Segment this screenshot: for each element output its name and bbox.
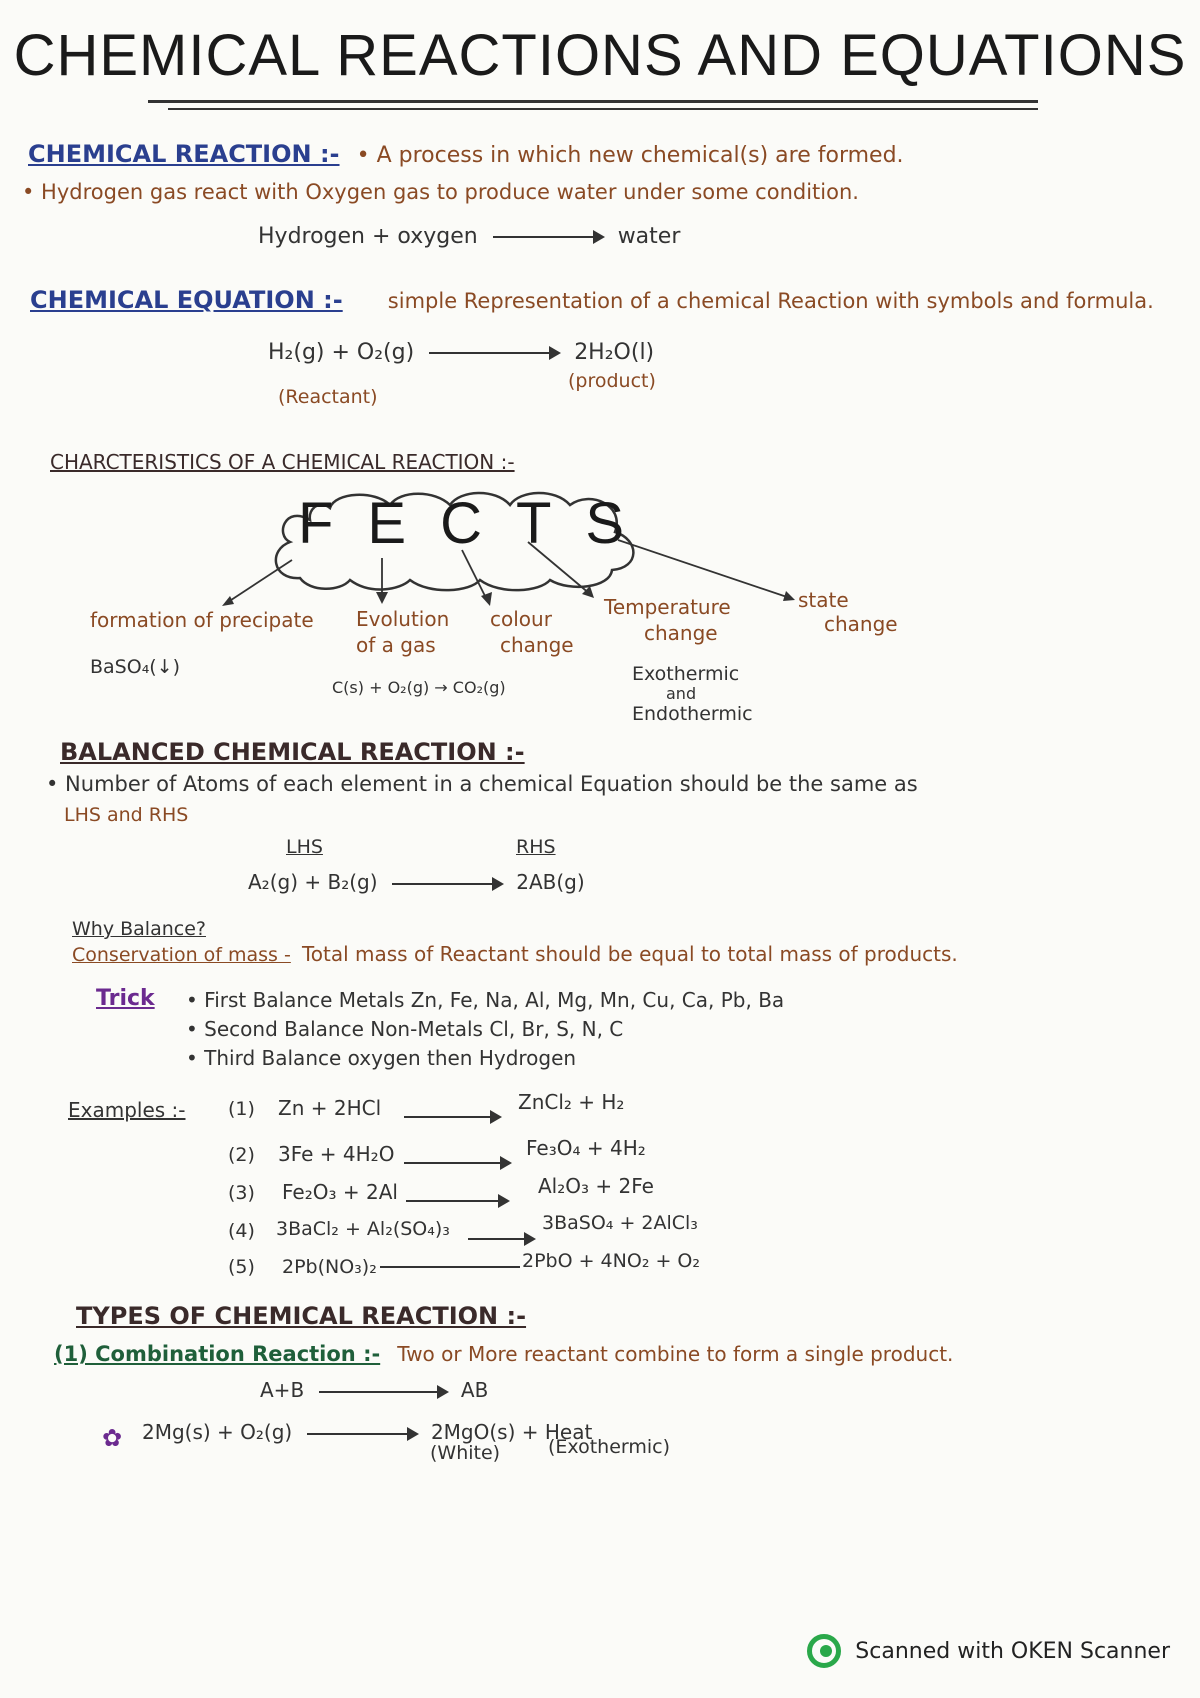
chemical-reaction-definition: • A process in which new chemical(s) are formed. [356,143,904,168]
types-heading: TYPES OF CHEMICAL REACTION :- [76,1302,527,1330]
reactant-label: (Reactant) [278,386,378,408]
hydrogen-water-equation [268,340,654,365]
mg-right: 2MgO(s) + Heat [430,1420,593,1444]
scanner-logo-icon [807,1634,841,1668]
trick-item-oxygen: • Third Balance oxygen then Hydrogen [186,1046,577,1070]
conservation-label: Conservation of mass - [72,944,291,966]
star-icon: ✿ [102,1424,123,1452]
trick-list [186,986,784,1073]
char-precipitate-note: BaSO₄(↓) [90,656,181,678]
combination-heading: (1) Combination Reaction :- [54,1342,381,1366]
example-num-2: (2) [228,1144,255,1166]
title-underline-second [168,108,1038,110]
characteristics-heading: CHARCTERISTICS OF A CHEMICAL REACTION :- [50,450,515,474]
char-precipitate-label: formation of precipate [90,608,314,632]
equation-left: H₂(g) + O₂(g) [268,340,415,365]
generic-left: A+B [260,1378,305,1402]
balanced-equation [248,870,585,894]
char-state-line2: change [824,612,898,636]
example-num-3: (3) [228,1182,255,1204]
mg-left: 2Mg(s) + O₂(g) [142,1420,293,1444]
balanced-heading-wrap [60,738,525,766]
char-state [798,588,898,636]
title-underline [148,100,1038,103]
examples-heading: Examples :- [68,1098,186,1122]
chemical-equation-heading: CHEMICAL EQUATION :- [30,286,343,314]
and-text: and [666,684,697,703]
example-right-2: Fe₃O₄ + 4H₂ [526,1136,646,1160]
magnesium-equation [142,1420,592,1444]
generic-combination-equation [260,1378,488,1402]
char-gas-line2: of a gas [356,633,436,657]
why-balance: Why Balance? [72,918,206,940]
scanner-text: Scanned with OKEN Scanner [855,1638,1170,1664]
word-equation [258,224,680,249]
trick-item-nonmetals: • Second Balance Non-Metals Cl, Br, S, N, C [186,1017,624,1041]
equation-right: 2H₂O(l) [574,340,655,365]
combination-text: Two or More reactant combine to form a single product. [397,1342,954,1366]
char-temperature-line1: Temperature [604,595,731,619]
trick-label: Trick [96,986,155,1011]
example-left-1: Zn + 2HCl [278,1096,382,1120]
balanced-eq-left: A₂(g) + B₂(g) [248,870,378,894]
chemical-reaction-section [28,140,904,168]
exothermic-text: Exothermic [632,663,740,685]
fects-acronym: FECTS [298,491,659,556]
arrow-icon [429,352,559,354]
conservation-line [72,942,958,966]
arrow-line-5 [380,1266,520,1268]
example-left-5: 2Pb(NO₃)₂ [282,1256,377,1278]
example-right-3: Al₂O₃ + 2Fe [538,1174,654,1198]
chemical-equation-definition: simple Representation of a chemical Reaction with symbols and formula. [387,289,1154,313]
rhs-label: RHS [516,836,556,858]
example-left-4: 3BaCl₂ + Al₂(SO₄)₃ [276,1218,450,1240]
arrow-f-head [222,596,234,606]
arrow-icon [493,236,603,238]
arrow-icon [404,1106,504,1125]
chemical-equation-section [30,286,1154,314]
white-label: (White) [430,1442,501,1464]
lhs-label: LHS [286,836,323,858]
generic-right: AB [460,1378,489,1402]
balanced-heading: BALANCED CHEMICAL REACTION :- [60,738,525,766]
example-left-3: Fe₂O₃ + 2Al [282,1180,398,1204]
char-temperature-line2: change [644,621,718,645]
char-colour-line2: change [500,633,574,657]
exothermic-label: (Exothermic) [548,1436,671,1458]
arrow-icon [319,1391,447,1393]
example-left-2: 3Fe + 4H₂O [278,1142,395,1166]
balanced-line2: LHS and RHS [64,804,189,826]
arrow-f [225,560,292,604]
trick-item-metals: • First Balance Metals Zn, Fe, Na, Al, Mg, Mn, Cu, Ca, Pb, Ba [186,988,785,1012]
endothermic-text: Endothermic [632,703,753,725]
example-num-4: (4) [228,1220,255,1242]
example-right-5: 2PbO + 4NO₂ + O₂ [522,1250,701,1272]
page-title: CHEMICAL REACTIONS AND EQUATIONS [13,23,1187,88]
characteristics-heading-wrap [50,450,515,474]
example-right-1: ZnCl₂ + H₂ [518,1090,625,1114]
arrow-s-head [783,591,795,601]
char-state-line1: state [798,588,849,612]
arrow-icon [406,1190,512,1209]
example-num-1: (1) [228,1098,255,1120]
arrow-c-head [481,592,492,606]
arrow-c [462,550,488,602]
arrow-e-head [376,592,388,604]
scanner-watermark [807,1634,1170,1668]
char-colour [490,606,574,658]
types-heading-wrap [76,1302,526,1330]
char-colour-line1: colour [490,607,552,631]
char-gas-line1: Evolution [356,607,450,631]
char-gas-note: C(s) + O₂(g) → CO₂(g) [332,678,506,697]
product-label: (product) [568,370,656,392]
chemical-reaction-heading: CHEMICAL REACTION :- [28,140,340,168]
chemical-reaction-example: • Hydrogen gas react with Oxygen gas to produce water under some condition. [22,180,859,204]
combination-line [54,1342,953,1366]
arrow-icon [307,1433,417,1435]
word-equation-right: water [617,224,681,249]
char-temperature [604,594,731,646]
example-right-4: 3BaSO₄ + 2AlCl₃ [542,1212,698,1234]
char-temperature-note [632,664,753,724]
conservation-text: Total mass of Reactant should be equal to total mass of products. [301,942,958,966]
word-equation-left: Hydrogen + oxygen [258,224,478,249]
arrow-icon [392,883,502,885]
balanced-line1: • Number of Atoms of each element in a chemical Equation should be the same as [46,772,918,796]
char-gas [356,606,449,658]
balanced-eq-right: 2AB(g) [516,870,585,894]
arrow-icon [468,1228,538,1247]
example-num-5: (5) [228,1256,255,1278]
arrow-icon [404,1152,514,1171]
